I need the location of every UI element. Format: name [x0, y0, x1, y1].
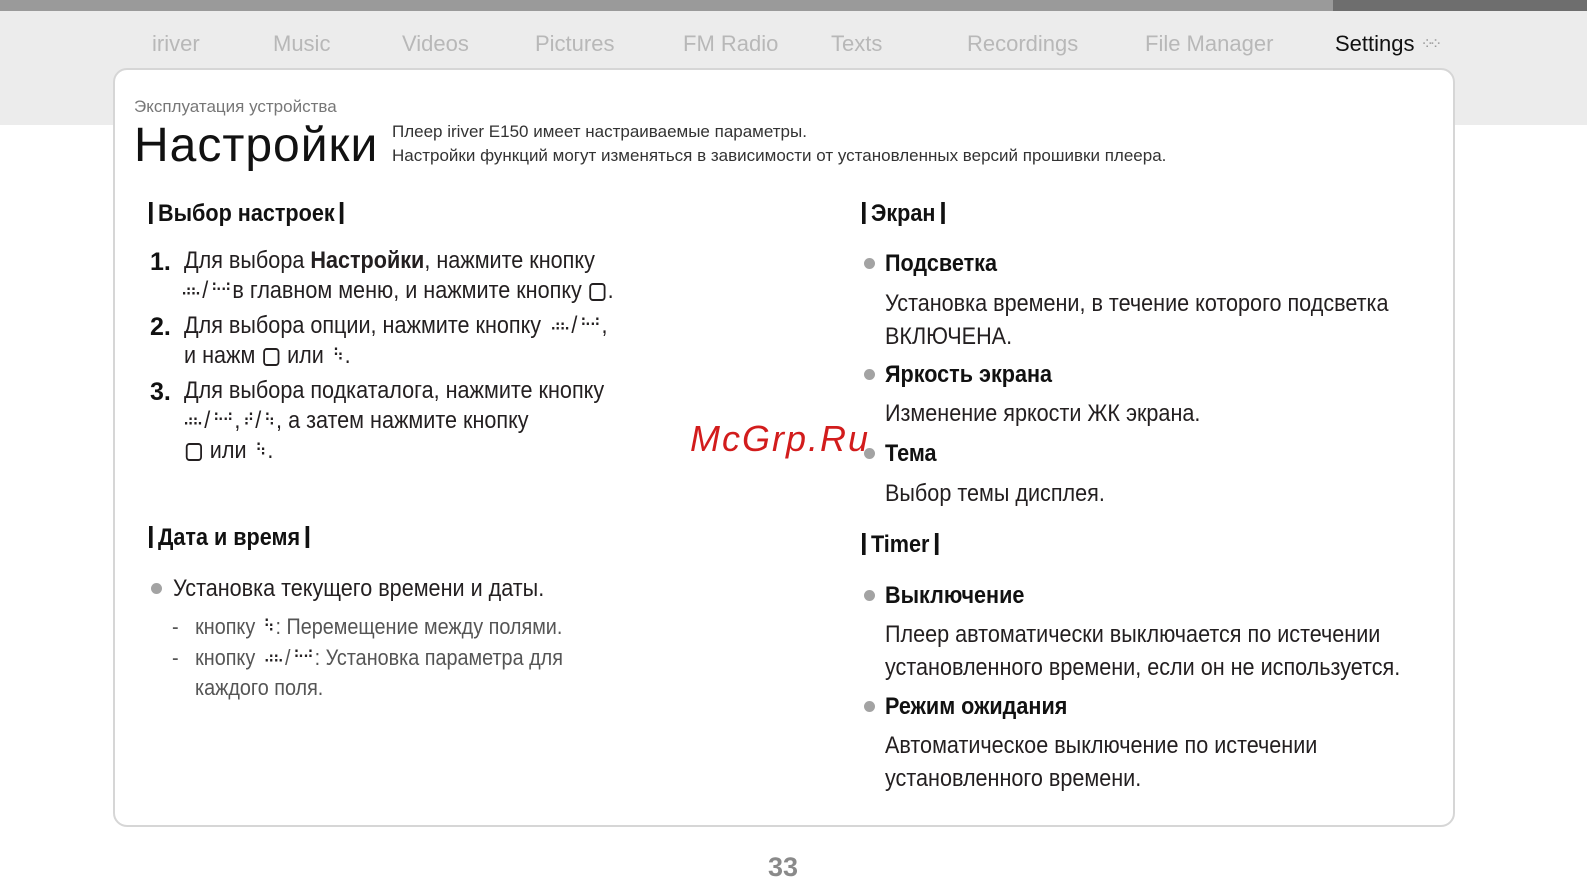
- step-1-text-d: в главном меню, и нажмите кнопку: [232, 277, 582, 304]
- step-2-line-1: Для выбора опции, нажмите кнопку ⠴⠦ / ⠓⠚ ,: [184, 312, 608, 339]
- theme-desc: Выбор темы дисплея.: [885, 480, 1105, 507]
- timer-heading: [862, 531, 938, 559]
- tab-settings-label: Settings: [1335, 31, 1415, 56]
- select-settings-heading-text: Выбор настроек: [158, 200, 335, 227]
- page-title: Настройки: [134, 119, 379, 172]
- step-3-text-c: или: [209, 437, 247, 464]
- theme-title: Тема: [885, 440, 937, 467]
- page-number: 33: [768, 852, 799, 882]
- active-tab-indicator: [1333, 0, 1587, 11]
- select-settings-heading: [149, 200, 344, 228]
- tab-file-manager[interactable]: File Manager: [1145, 31, 1274, 56]
- section-label: Эксплуатация устройства: [134, 97, 337, 116]
- step-1-text-a: Для выбора: [184, 247, 311, 274]
- confirm-square-icon: [263, 348, 279, 366]
- step-1-text-c: , нажмите кнопку: [424, 247, 595, 274]
- heading-bar-left: [149, 526, 153, 548]
- heading-bar-left: [862, 533, 866, 555]
- tab-videos[interactable]: Videos: [402, 31, 469, 56]
- intro-line-1: Плеер iriver E150 имеет настраиваемые параметры.: [392, 122, 807, 141]
- step-2-number: 2.: [150, 313, 171, 341]
- step-1-line-2: ⠴⠦ / ⠓⠚ в главном меню, и нажмите кнопку .: [180, 277, 614, 304]
- sub-2-prefix: кнопку: [195, 645, 256, 670]
- heading-bar-left: [149, 202, 153, 224]
- step-2-line-2: и нажм или ⠳ .: [184, 342, 351, 369]
- down-dots-icon: ⠓⠚: [580, 316, 599, 335]
- standby-title: Режим ожидания: [885, 693, 1068, 720]
- screen-heading: [862, 200, 944, 228]
- tab-music[interactable]: Music: [273, 31, 331, 56]
- step-3-number: 3.: [150, 378, 171, 406]
- down-dots-icon: ⠓⠚: [210, 281, 230, 300]
- watermark: McGrp.Ru: [690, 418, 871, 459]
- bullet-dot: [151, 583, 162, 594]
- datetime-sub-1: - кнопку ⠳ : Перемещение между полями.: [172, 614, 563, 639]
- timer-heading-text: Timer: [871, 531, 930, 558]
- screen-heading-text: Экран: [871, 200, 936, 227]
- step-3-line-1: Для выбора подкаталога, нажмите кнопку: [184, 377, 605, 404]
- standby-desc-1: Автоматическое выключение по истечении: [885, 732, 1318, 759]
- brightness-desc: Изменение яркости ЖК экрана.: [885, 400, 1201, 427]
- up-dots-icon: ⠴⠦: [263, 648, 283, 667]
- heading-bar-left: [862, 202, 866, 224]
- double-chevron-right-icon: ⁘⁘: [1420, 36, 1438, 53]
- step-1-text-bold: Настройки: [310, 247, 425, 274]
- confirm-square-icon: [590, 283, 606, 301]
- step-2-text-b: и нажм: [184, 342, 256, 369]
- down-dots-icon: ⠓⠚: [293, 648, 312, 667]
- right-dots-icon: ⠳: [255, 441, 265, 460]
- bullet-dot: [864, 590, 875, 601]
- top-accent-line: [0, 0, 1587, 11]
- tab-settings[interactable]: [1335, 31, 1437, 57]
- step-3-line-3: или ⠳ .: [184, 437, 273, 465]
- step-3-line-2: ⠴⠦ / ⠓⠚ , ⠞ / ⠳ , а затем нажмите кнопку: [182, 407, 529, 434]
- datetime-heading: [149, 524, 309, 552]
- up-dots-icon: ⠴⠦: [549, 316, 569, 335]
- heading-bar-right: [305, 526, 309, 548]
- step-3-text-b: , а затем нажмите кнопку: [276, 407, 529, 434]
- poweroff-desc-1: Плеер автоматически выключается по истечении: [885, 621, 1381, 648]
- bullet-dot: [864, 258, 875, 269]
- step-2-text-a: Для выбора опции, нажмите кнопку: [184, 312, 542, 339]
- brightness-title: Яркость экрана: [885, 361, 1053, 388]
- up-dots-icon: ⠴⠦: [180, 281, 200, 300]
- datetime-heading-text: Дата и время: [158, 524, 301, 551]
- tab-iriver[interactable]: iriver: [152, 31, 200, 56]
- step-1-line-1: [184, 247, 595, 275]
- backlight-desc-2: ВКЛЮЧЕНА.: [885, 323, 1013, 350]
- sub-1-prefix: кнопку: [195, 614, 256, 639]
- poweroff-desc-2: установленного времени, если он не используется.: [885, 654, 1401, 681]
- heading-bar-right: [935, 533, 939, 555]
- right-dots-icon: ⠳: [263, 411, 274, 430]
- datetime-sub-2: - кнопку ⠴⠦ / ⠓⠚ : Установка параметра для: [172, 645, 563, 670]
- heading-bar-right: [941, 202, 945, 224]
- right-dots-icon: ⠳: [332, 346, 342, 365]
- confirm-square-icon: [186, 443, 202, 461]
- datetime-sub-2-cont: каждого поля.: [195, 675, 324, 700]
- backlight-desc-1: Установка времени, в течение которого подсветка: [885, 290, 1389, 317]
- poweroff-title: Выключение: [885, 582, 1025, 609]
- bullet-dot: [864, 701, 875, 712]
- tab-pictures[interactable]: Pictures: [535, 31, 615, 56]
- down-dots-icon: ⠓⠚: [212, 411, 232, 430]
- datetime-bullet: Установка текущего времени и даты.: [173, 575, 545, 602]
- tab-recordings[interactable]: Recordings: [967, 31, 1079, 56]
- heading-bar-right: [340, 202, 344, 224]
- sub-2-text: : Установка параметра для: [314, 645, 563, 670]
- right-dots-icon: ⠳: [263, 617, 273, 636]
- bullet-dot: [864, 369, 875, 380]
- tab-fm-radio[interactable]: FM Radio: [683, 31, 779, 56]
- step-2-text-c: или: [287, 342, 324, 369]
- step-1-number: 1.: [150, 248, 171, 276]
- sub-1-text: : Перемещение между полями.: [275, 614, 563, 639]
- up-dots-icon: ⠴⠦: [182, 411, 202, 430]
- left-dots-icon: ⠞: [243, 411, 253, 430]
- intro-line-2: Настройки функций могут изменяться в зависимости от установленных версий прошивки плеера.: [392, 146, 1167, 165]
- backlight-title: Подсветка: [885, 250, 998, 277]
- standby-desc-2: установленного времени.: [885, 765, 1142, 792]
- tab-texts[interactable]: Texts: [831, 31, 883, 56]
